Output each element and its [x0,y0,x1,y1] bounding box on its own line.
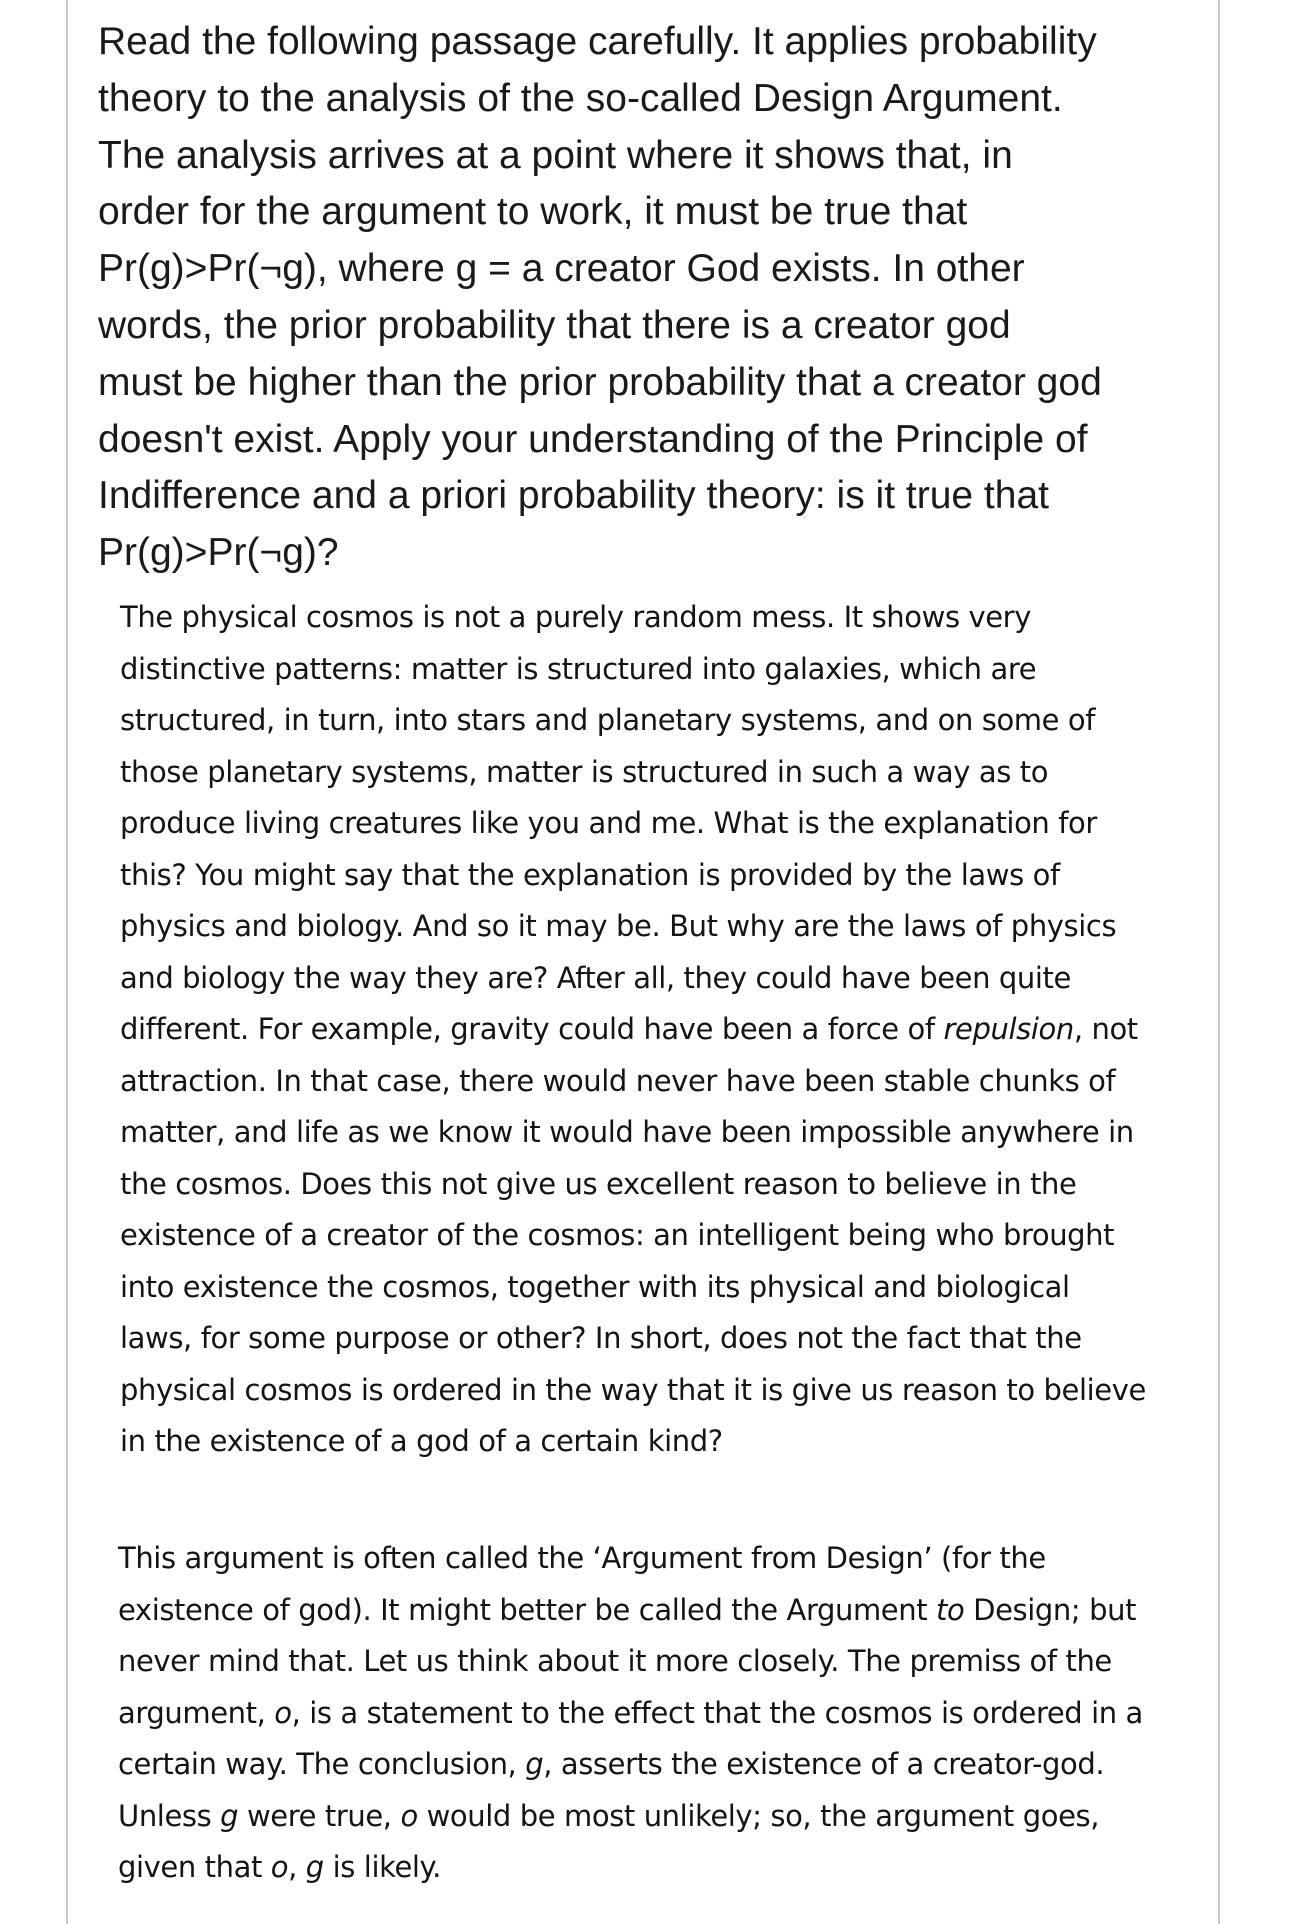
text-run: were true, [238,1798,401,1833]
passage-line [118,1842,1128,1894]
passage-line [118,1688,1143,1740]
passage-line [118,1739,1128,1791]
passage-line: and biology the way they are? After all, they could have been quite [120,960,1071,995]
passage-line: structured, in turn, into stars and planetary systems, and on some of [120,703,1096,737]
passage-line: the cosmos. Does this not give us excellent reason to believe in the [120,1166,1077,1201]
passage-line: in the existence of a god of a certain kind? [120,1424,723,1458]
italic-term: repulsion [943,1012,1074,1046]
question-line: order for the argument to work, it must be true that [98,190,968,234]
question-line: doesn't exist. Apply your understanding of the Principle of [98,417,1088,461]
text-run: existence of god). It might better be called the Argument [118,1592,937,1627]
text-run: is likely. [323,1850,442,1884]
question-line: must be higher than the prior probability that a creator god [98,360,1102,404]
passage-line [118,1585,1137,1637]
text-run: Design; but [964,1592,1137,1627]
passage-line [120,1004,1138,1056]
passage-line: attraction. In that case, there would never have been stable chunks of [120,1063,1116,1098]
text-run: argument, [118,1695,275,1730]
italic-term: g [220,1798,239,1833]
passage-excerpt-2 [118,1533,1143,1894]
question-line: Indifference and a priori probability theory: is it true that [98,474,1049,518]
text-run: , asserts the existence of a creator-god. [543,1747,1105,1781]
italic-term: g [305,1850,324,1884]
passage-line: physics and biology. And so it may be. But why are the laws of physics [120,909,1117,943]
text-run: given that [118,1850,271,1884]
text-run: , [288,1850,306,1884]
passage-line: those planetary systems, matter is structured in such a way as to [120,754,1049,789]
passage-line: never mind that. Let us think about it more closely. The premiss of the [118,1644,1112,1678]
passage-line: This argument is often called the ‘Argument from Design’ (for the [118,1541,1046,1575]
question-line: The analysis arrives at a point where it shows that, in [98,133,1013,177]
italic-term: o [400,1798,418,1833]
passage-line: distinctive patterns: matter is structured into galaxies, which are [120,651,1037,686]
passage-line: physical cosmos is ordered in the way that it is give us reason to believe [120,1372,1146,1407]
text-run: Unless [118,1798,221,1833]
question-line: theory to the analysis of the so-called Design Argument. [98,76,1063,120]
italic-term: o [270,1850,289,1884]
italic-term: to [936,1592,965,1627]
passage-line: existence of a creator of the cosmos: an intelligent being who brought [120,1218,1115,1252]
question-line: Read the following passage carefully. It applies probability [98,20,1097,63]
passage-line: this? You might say that the explanation is provided by the laws of [120,857,1060,892]
question-line: Pr(g)>Pr(¬g), where g = a creator God exists. In other [98,247,1025,291]
passage-excerpt-1 [120,592,1146,1468]
question-line: words, the prior probability that there is a creator god [98,303,1011,347]
passage-line: laws, for some purpose or other? In short, does not the fact that the [120,1321,1082,1355]
text-run: different. For example, gravity could have been a force of [120,1012,944,1046]
passage-line: produce living creatures like you and me. What is the explanation for [120,806,1097,840]
italic-term: o [274,1695,292,1730]
italic-term: g [525,1747,544,1781]
question-line: Pr(g)>Pr(¬g)? [98,531,339,575]
text-run: , not [1073,1012,1138,1046]
text-run: would be most unlikely; so, the argument goes, [417,1798,1100,1833]
passage-line: matter, and life as we know it would have been impossible anywhere in [120,1115,1134,1149]
passage-line: into existence the cosmos, together with its physical and biological [120,1269,1070,1304]
question-prompt [98,14,1178,582]
passage-line [118,1791,1128,1843]
passage-line: The physical cosmos is not a purely random mess. It shows very [120,600,1031,634]
text-run: certain way. The conclusion, [118,1747,526,1781]
text-run: , is a statement to the effect that the cosmos is ordered in a [291,1695,1143,1730]
